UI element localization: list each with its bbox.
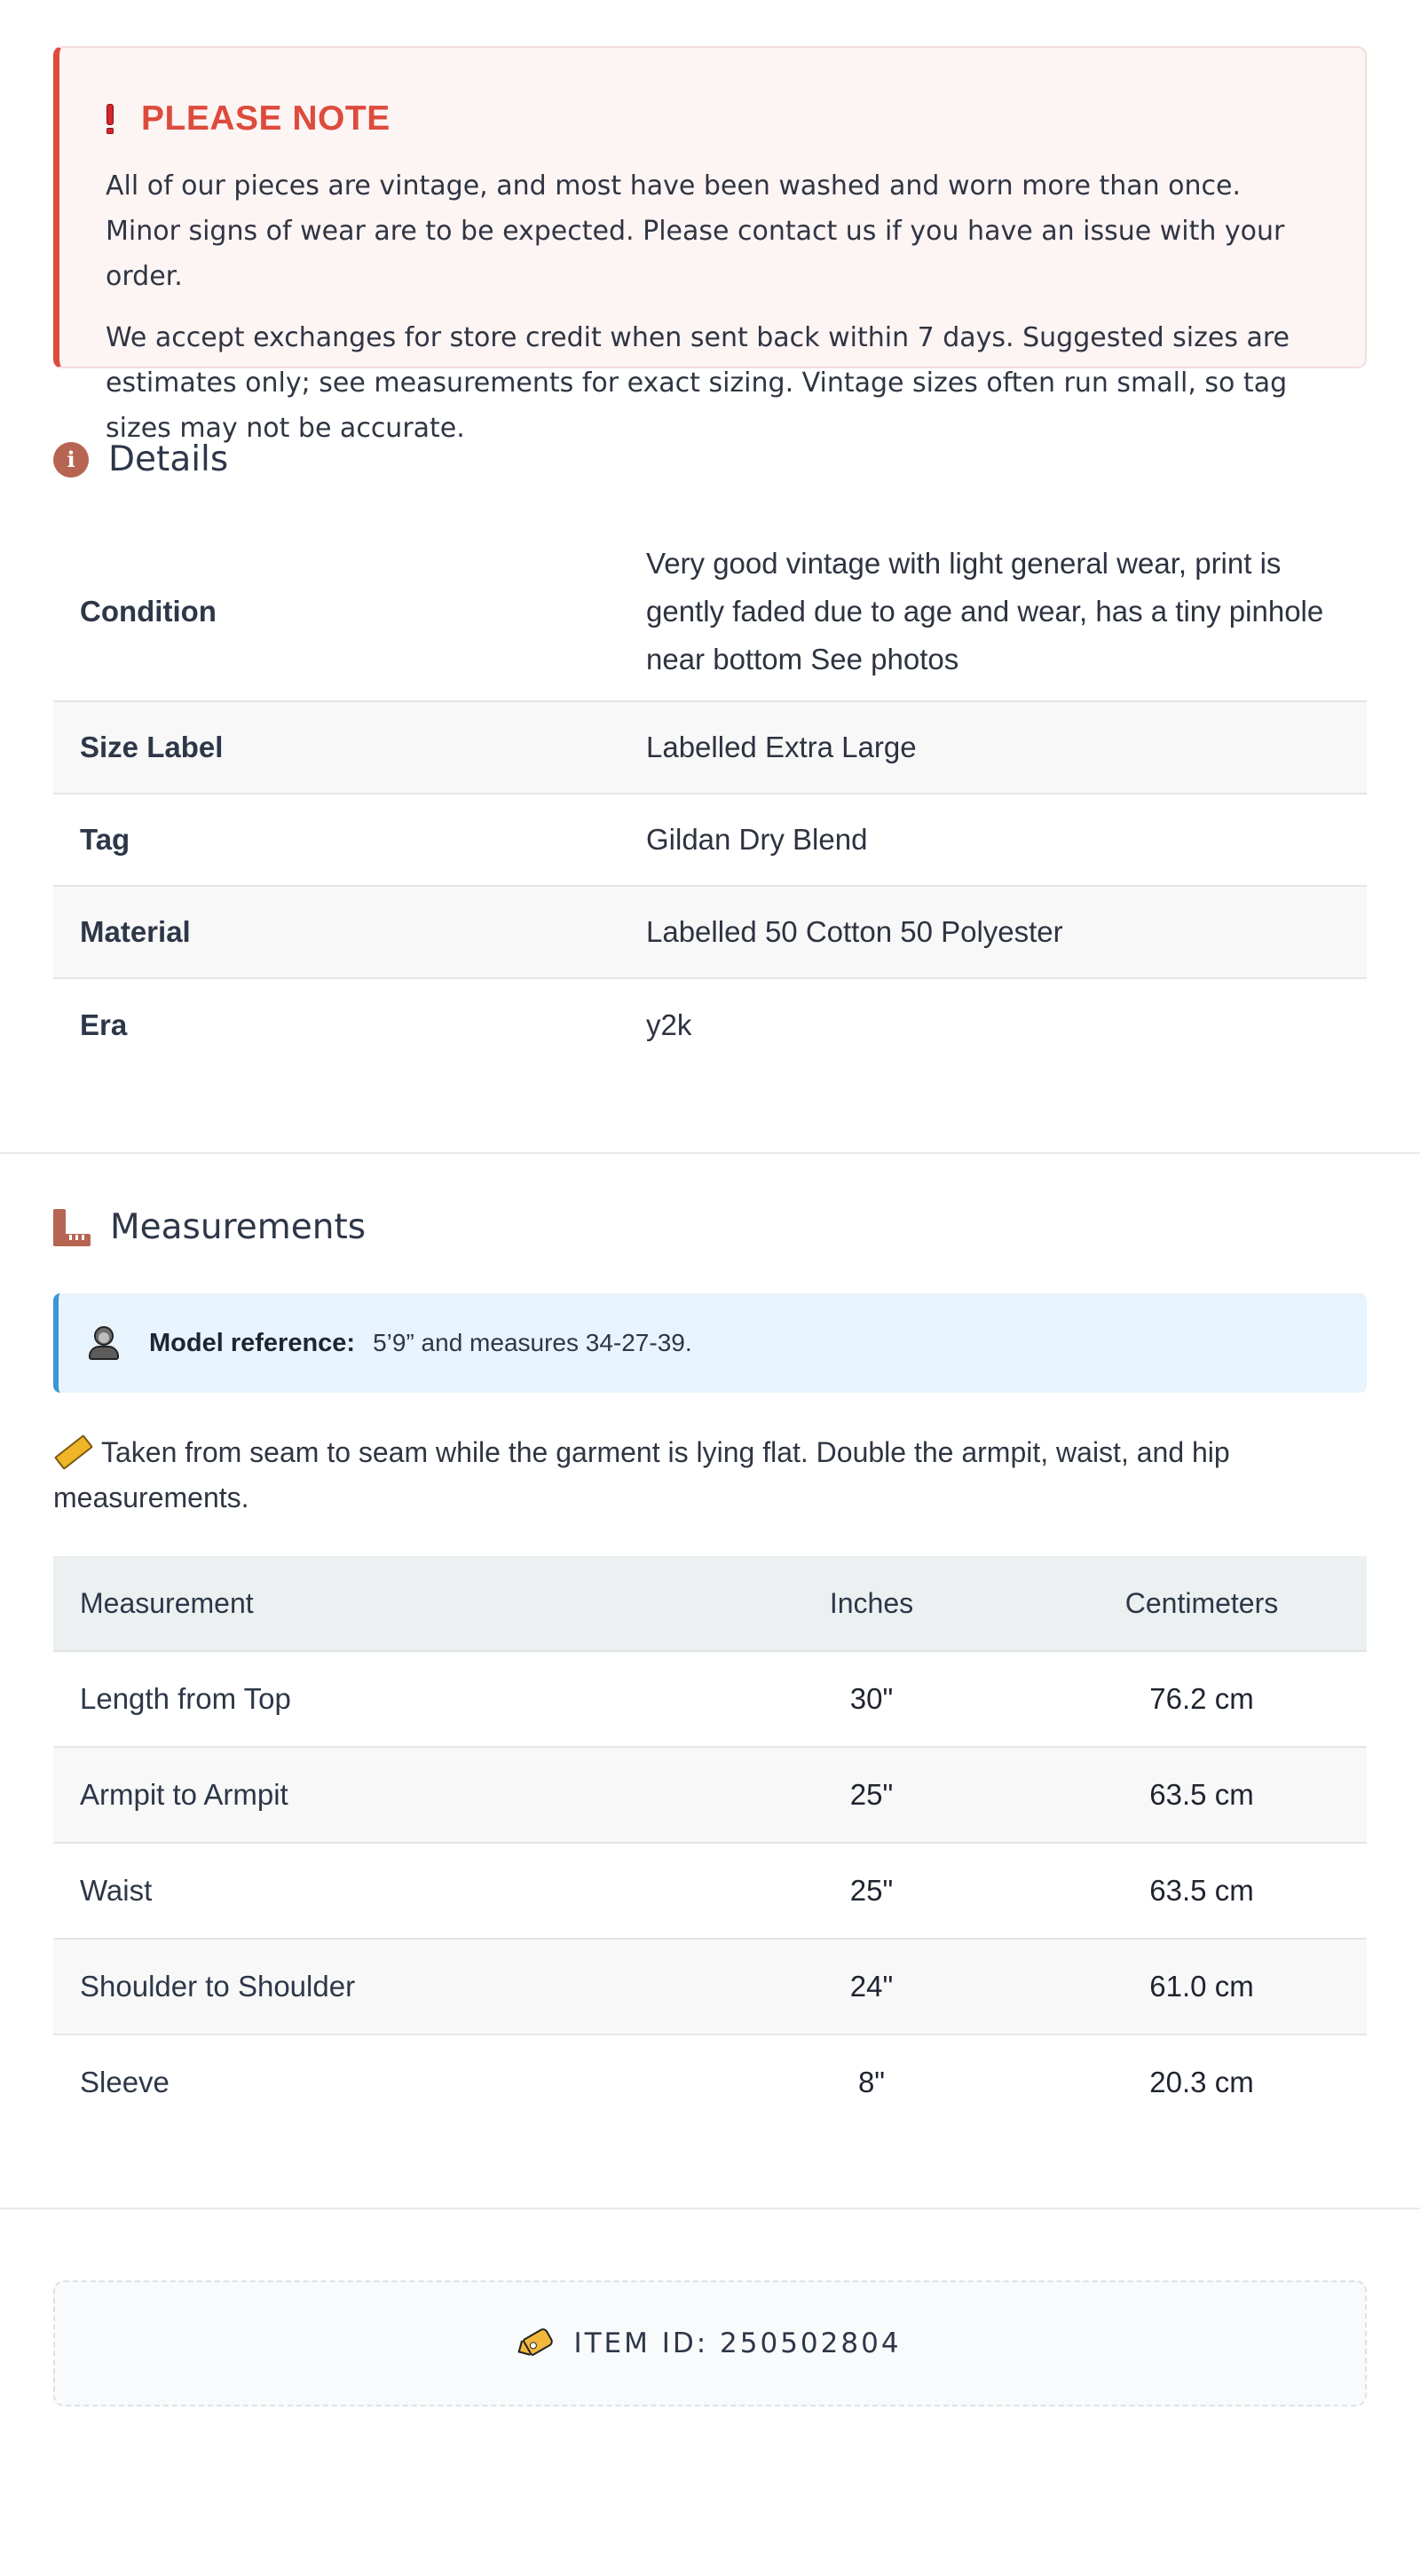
details-value: Labelled Extra Large — [645, 701, 1367, 794]
exclamation-icon — [106, 104, 114, 134]
table-row — [53, 2035, 1367, 2130]
column-header: Centimeters — [1037, 1556, 1367, 1651]
pencil-icon — [54, 1434, 93, 1470]
measurement-inches: 25" — [706, 1843, 1037, 1939]
details-row — [53, 701, 1367, 794]
details-value: Gildan Dry Blend — [645, 794, 1367, 886]
measurement-cm: 76.2 cm — [1037, 1651, 1367, 1747]
notice-paragraph: All of our pieces are vintage, and most have been washed and worn more than once. Minor signs of wear are to be expected. Please contact us if you have an issue with your order. — [106, 170, 1285, 292]
model-reference-box — [53, 1293, 1367, 1393]
details-row — [53, 794, 1367, 886]
table-row — [53, 1939, 1367, 2035]
details-title: Details — [108, 439, 229, 479]
info-icon: i — [53, 442, 89, 478]
table-header-row — [53, 1556, 1367, 1651]
table-row — [53, 1843, 1367, 1939]
notice-paragraph: We accept exchanges for store credit when sent back within 7 days. Suggested sizes are estimates only; see measurements for exact sizing. Vintage sizes often run small, so tag sizes may not be accurate. — [106, 322, 1290, 444]
details-label: Condition — [53, 522, 645, 701]
details-section — [53, 439, 1367, 1071]
notice-header — [106, 99, 1321, 138]
item-id-label: ITEM ID: 250502804 — [573, 2327, 902, 2359]
measurement-name: Waist — [53, 1843, 706, 1939]
measurement-name: Shoulder to Shoulder — [53, 1939, 706, 2035]
item-id-box — [53, 2280, 1367, 2406]
measurement-cm: 20.3 cm — [1149, 2066, 1254, 2098]
person-icon — [89, 1326, 119, 1360]
column-header: Inches — [706, 1556, 1037, 1651]
measurement-inches: 24" — [706, 1939, 1037, 2035]
measurement-inches: 30" — [706, 1651, 1037, 1747]
measurement-name: Sleeve — [80, 2066, 170, 2098]
measurements-title: Measurements — [110, 1207, 367, 1247]
details-table — [53, 522, 1367, 1071]
details-label: Size Label — [53, 701, 645, 794]
measurement-name: Armpit to Armpit — [53, 1747, 706, 1843]
measurement-note-text: Taken from seam to seam while the garment is lying flat. Double the armpit, waist, and hip measurements. — [53, 1436, 1230, 1513]
price-tag-icon — [514, 2324, 556, 2364]
details-label: Era — [80, 1007, 128, 1041]
ruler-icon — [53, 1209, 91, 1246]
measurement-cm: 61.0 cm — [1037, 1939, 1367, 2035]
section-divider — [0, 2208, 1420, 2209]
details-row — [53, 522, 1367, 701]
details-value: Labelled 50 Cotton 50 Polyester — [645, 886, 1367, 978]
measurement-cm: 63.5 cm — [1037, 1747, 1367, 1843]
measurement-inches: 8" — [857, 2066, 886, 2098]
measurement-inches: 25" — [706, 1747, 1037, 1843]
details-label: Tag — [53, 794, 645, 886]
section-divider — [0, 1152, 1420, 1154]
details-value: Very good vintage with light general wear, print is gently faded due to age and wear, has a tiny pinhole near bottom See photos — [645, 522, 1367, 701]
model-reference-label: Model reference: — [149, 1328, 356, 1357]
details-value: y2k — [646, 1007, 692, 1041]
details-row — [53, 886, 1367, 978]
measurements-header — [53, 1207, 1367, 1247]
measurements-table — [53, 1556, 1367, 2130]
measurement-note — [53, 1430, 1367, 1521]
notice-title: PLEASE NOTE — [141, 99, 390, 138]
details-label: Material — [53, 886, 645, 978]
table-row — [53, 1747, 1367, 1843]
details-row — [53, 978, 1367, 1071]
table-row — [53, 1651, 1367, 1747]
please-note-box — [53, 46, 1367, 444]
measurement-cm: 63.5 cm — [1037, 1843, 1367, 1939]
measurement-name: Length from Top — [53, 1651, 706, 1747]
column-header: Measurement — [53, 1556, 706, 1651]
model-reference-value: 5’9” and measures 34-27-39. — [373, 1329, 692, 1356]
